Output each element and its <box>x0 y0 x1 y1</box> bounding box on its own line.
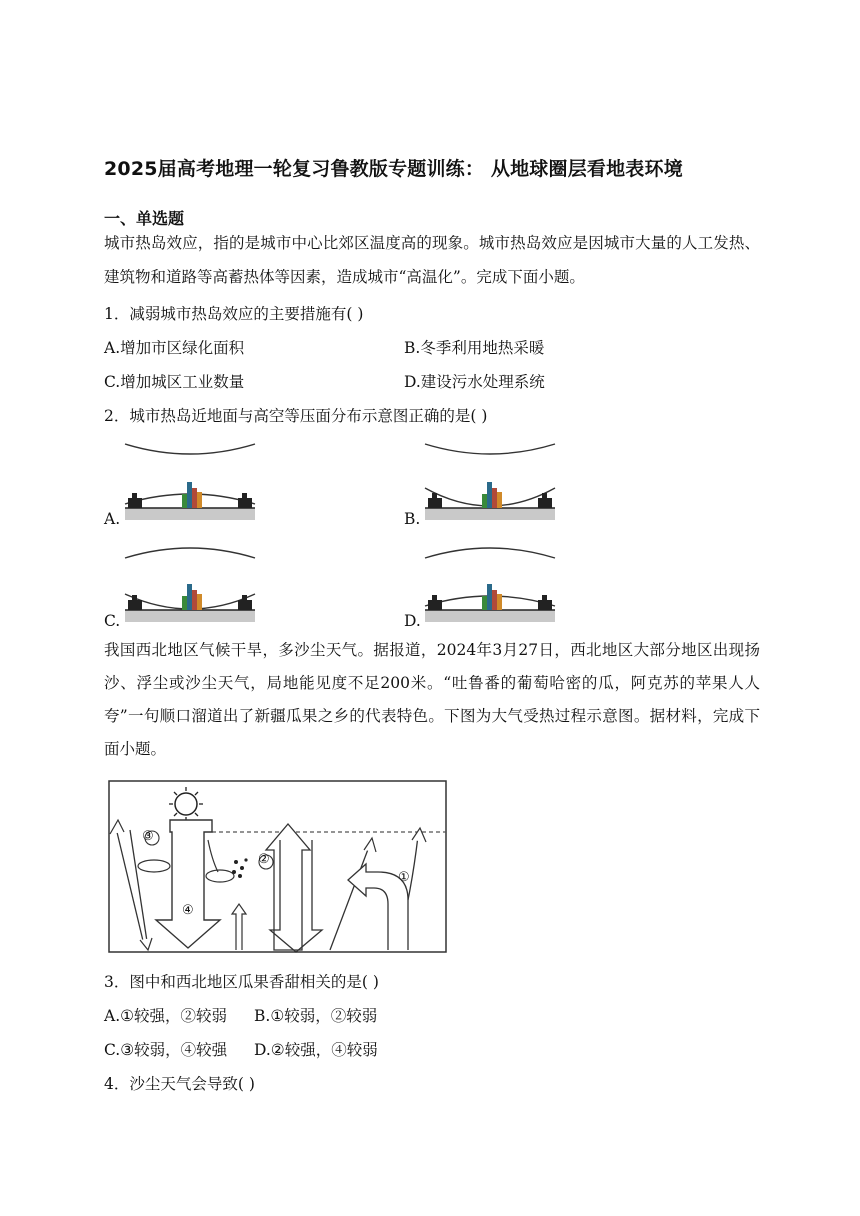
figure-isobar-c[interactable] <box>120 540 260 626</box>
q1-option-b[interactable]: B.冬季利用地热采暖 <box>404 339 545 357</box>
atmosphere-heating-diagram <box>108 780 448 954</box>
figure-label-b: B. <box>404 510 421 528</box>
question-1-stem: 1．减弱城市热岛效应的主要措施有( ) <box>104 305 364 323</box>
passage-1: 城市热岛效应，指的是城市中心比郊区温度高的现象。城市热岛效应是因城市大量的人工发热、建筑物和道路等高蓄热体等因素，造成城市“高温化”。完成下面小题。 <box>104 234 760 286</box>
q1-option-c[interactable]: C.增加城区工业数量 <box>104 373 245 391</box>
question-2-stem: 2．城市热岛近地面与高空等压面分布示意图正确的是( ) <box>104 407 488 425</box>
figure-isobar-a[interactable] <box>120 438 260 524</box>
figure-label-d: D. <box>404 612 421 630</box>
q3-option-d[interactable]: D.②较强，④较弱 <box>254 1041 378 1059</box>
q1-option-a[interactable]: A.增加市区绿化面积 <box>104 339 245 357</box>
q1-option-d[interactable]: D.建设污水处理系统 <box>404 373 545 391</box>
figure-label-c: C. <box>104 612 121 630</box>
diagram-label-1: ① <box>398 870 410 885</box>
figure-isobar-d[interactable] <box>420 540 560 626</box>
diagram-label-3: ③ <box>142 829 154 844</box>
passage-2: 我国西北地区气候干旱，多沙尘天气。据报道，2024年3月27日，西北地区大部分地区出现扬沙、浮尘或沙尘天气，局地能见度不足200米。“吐鲁番的葡萄哈密的瓜，阿克苏的苹果人人夸”一句顺口溜道出了新疆瓜果之乡的代表特色。下图为大气受热过程示意图。据材料，完成下面小题。 <box>104 641 760 758</box>
figure-isobar-b[interactable] <box>420 438 560 524</box>
page-title: 2025届高考地理一轮复习鲁教版专题训练： 从地球圈层看地表环境 <box>104 158 683 180</box>
question-3-stem: 3．图中和西北地区瓜果香甜相关的是( ) <box>104 973 379 991</box>
diagram-label-2: ② <box>258 852 270 867</box>
q3-option-a[interactable]: A.①较强，②较弱 <box>104 1007 228 1025</box>
diagram-label-4: ④ <box>182 903 194 918</box>
figure-label-a: A. <box>104 510 121 528</box>
q3-option-b[interactable]: B.①较弱，②较弱 <box>254 1007 378 1025</box>
section-heading: 一、单选题 <box>104 209 185 228</box>
q3-option-c[interactable]: C.③较弱，④较强 <box>104 1041 228 1059</box>
question-4-stem: 4．沙尘天气会导致( ) <box>104 1075 255 1093</box>
